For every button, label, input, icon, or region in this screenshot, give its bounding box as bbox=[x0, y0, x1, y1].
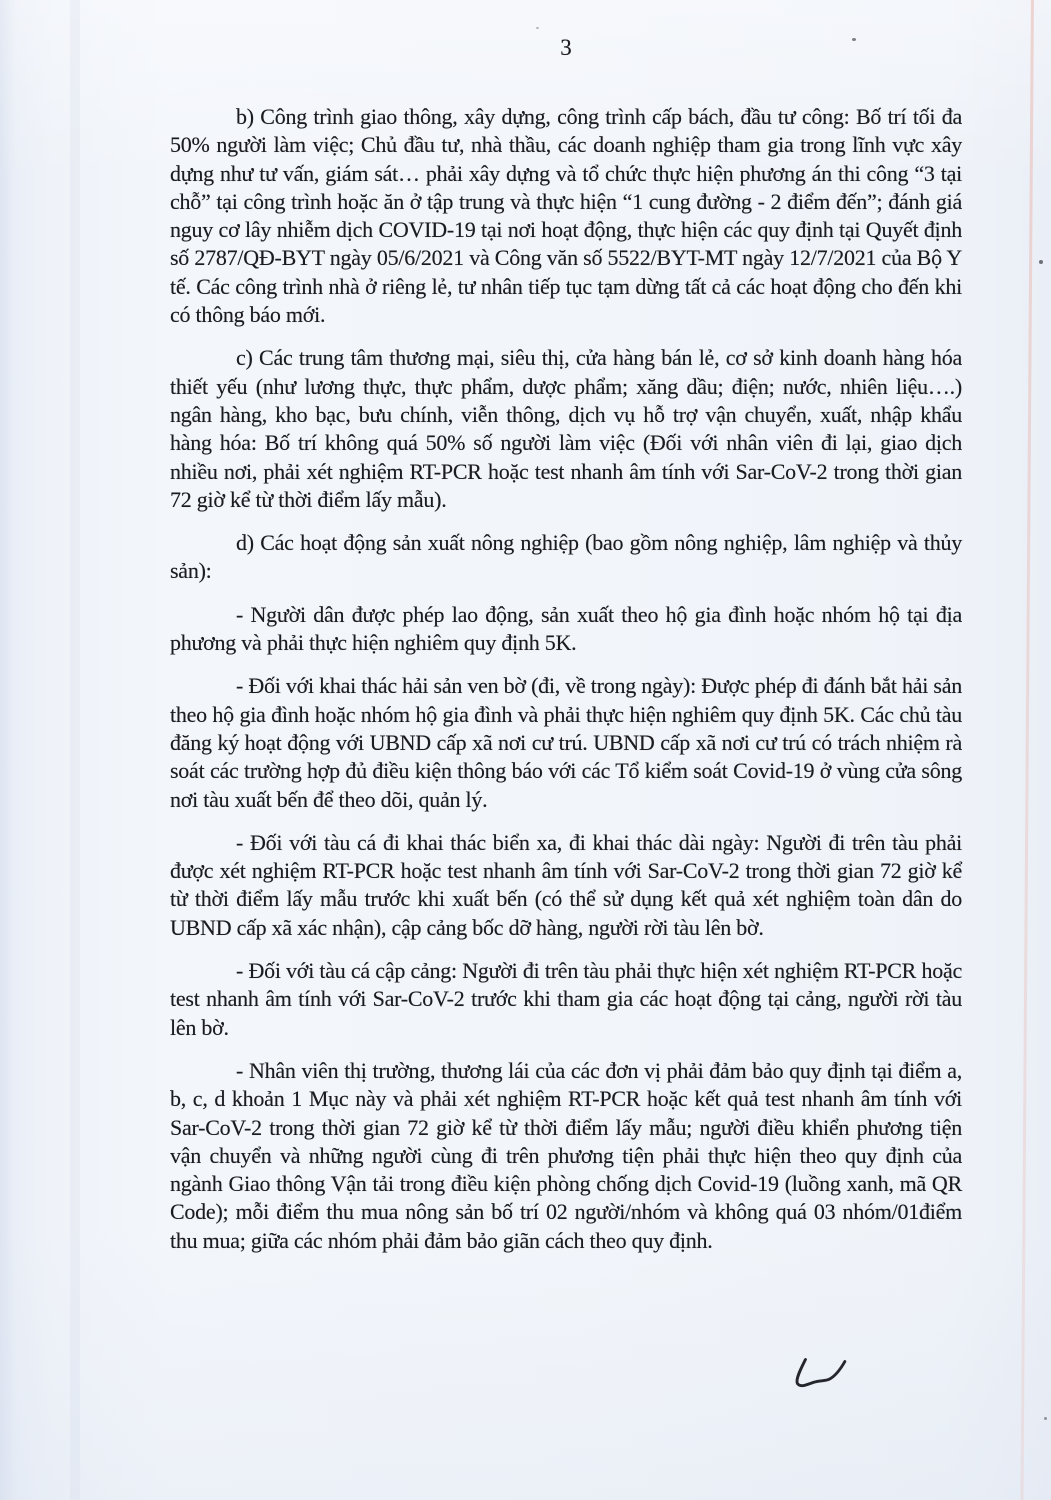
scan-streak-left-band bbox=[0, 0, 16, 1500]
handwritten-swoosh-icon bbox=[792, 1356, 850, 1392]
scan-streak-left-line bbox=[70, 0, 80, 1500]
ink-speck bbox=[1039, 260, 1043, 264]
page-number: 3 bbox=[560, 35, 572, 60]
bullet-nearshore-fishing: - Đối với khai thác hải sản ven bờ (đi, về trong ngày): Được phép đi đánh bắt hải sản theo hộ gia đình hoặc nhóm hộ gia đình và phải thực hiện nghiêm quy định 5K. Các chủ tàu đăng ký hoạt động với UBND cấp xã nơi cư trú. UBND cấp xã nơi cư trú có trách nhiệm rà soát các trường hợp đủ điều kiện thông báo với các Tổ kiểm soát Covid-19 ở vùng cửa sông nơi tàu xuất bến để theo dõi, quản lý. bbox=[170, 673, 962, 812]
bullet-traders-requirements: - Nhân viên thị trường, thương lái của các đơn vị phải đảm bảo quy định tại điểm a, b, c, d khoản 1 Mục này và phải xét nghiệm RT-PCR hoặc kết quả test nhanh âm tính với Sar-CoV-2 trong thời gian 72 giờ kể từ thời điểm lấy mẫu; người điều khiển phương tiện vận chuyển và những người cùng đi trên phương tiện phải thực hiện theo quy định của ngành Giao thông Vận tải trong điều kiện phòng chống dịch Covid-19 (luồng xanh, mã QR Code); mỗi điểm thu mua nông sản bố trí 02 người/nhóm và không quá 03 nhóm/01điểm thu mua; giữa các nhóm phải đảm bảo giãn cách theo quy định. bbox=[170, 1057, 962, 1253]
ink-speck bbox=[536, 27, 539, 29]
bullet-household-production: - Người dân được phép lao động, sản xuất theo hộ gia đình hoặc nhóm hộ tại địa phương và phải thực hiện nghiêm quy định 5K. bbox=[170, 601, 962, 656]
scan-line-artifact bbox=[1020, 0, 1034, 1500]
ink-speck bbox=[1044, 1417, 1047, 1420]
paragraph-d: d) Các hoạt động sản xuất nông nghiệp (bao gồm nông nghiệp, lâm nghiệp và thủy sản): bbox=[170, 530, 962, 584]
paragraph-c: c) Các trung tâm thương mại, siêu thị, cửa hàng bán lẻ, cơ sở kinh doanh hàng hóa thiết yếu (như lương thực, thực phẩm, dược phẩm; xăng dầu; điện; nước, nhiên liệu….) ngân hàng, kho bạc, bưu chính, viễn thông, dịch vụ hỗ trợ vận chuyển, xuất, nhập khẩu hàng hóa: Bố trí không quá 50% số người làm việc (Đối với nhân viên đi lại, giao dịch nhiều nơi, phải xét nghiệm RT-PCR hoặc test nhanh âm tính với Sar-CoV-2 trong thời gian 72 giờ kể từ thời điểm lấy mẫu). bbox=[170, 345, 962, 512]
bullet-docking-boats: - Đối với tàu cá cập cảng: Người đi trên tàu phải thực hiện xét nghiệm RT-PCR hoặc test nhanh âm tính với Sar-CoV-2 trước khi tham gia các hoạt động tại cảng, người rời tàu lên bờ. bbox=[170, 958, 962, 1040]
document-body bbox=[170, 103, 962, 1270]
bullet-offshore-fishing: - Đối với tàu cá đi khai thác biển xa, đi khai thác dài ngày: Người đi trên tàu phải được xét nghiệm RT-PCR hoặc test nhanh âm tính với Sar-CoV-2 trong thời gian 72 giờ kể từ thời điểm lấy mẫu trước khi xuất bến (có thể sử dụng kết quả xét nghiệm toàn dân do UBND cấp xã xác nhận), cập cảng bốc dỡ hàng, người rời tàu lên bờ. bbox=[170, 829, 962, 940]
paragraph-b: b) Công trình giao thông, xây dựng, công trình cấp bách, đầu tư công: Bố trí tối đa 50% người làm việc; Chủ đầu tư, nhà thầu, các doanh nghiệp tham gia trong lĩnh vực xây dựng như tư vấn, giám sát… phải xây dựng và tổ chức thực hiện phương án thi công “3 tại chỗ” tại công trình hoặc ăn ở tập trung và thực hiện “1 cung đường - 2 điểm đến”; đánh giá nguy cơ lây nhiễm dịch COVID-19 tại nơi hoạt động, thực hiện các quy định tại Quyết định số 2787/QĐ-BYT ngày 05/6/2021 và Công văn số 5522/BYT-MT ngày 12/7/2021 của Bộ Y tế. Các công trình nhà ở riêng lẻ, tư nhân tiếp tục tạm dừng tất cả các hoạt động cho đến khi có thông báo mới. bbox=[170, 104, 962, 328]
